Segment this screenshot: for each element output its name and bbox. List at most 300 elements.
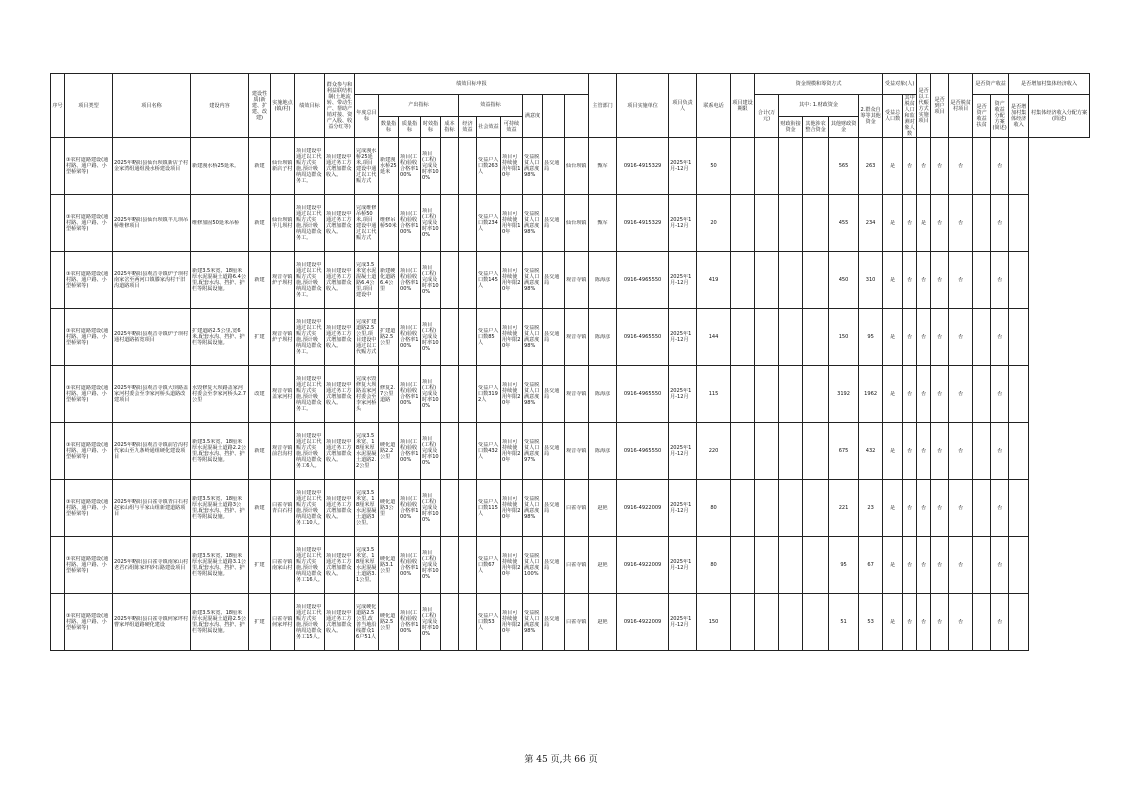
cell-aplan [973,366,991,423]
cell-hh: 否 [903,309,917,366]
cell-phone: 0916-4922009 [617,480,669,537]
cell-type: ③农村道路建设(通村路、通户路、小型桥梁等) [65,537,113,594]
col-fiscal-direct: 财政衔接资金 [779,116,803,138]
cell-cost [441,195,459,252]
cell-unit: 观音寺镇 [565,366,589,423]
cell-quality: 项目(工程)验收合格率100% [399,366,421,423]
cell-seq [51,138,65,195]
cell-ai: 否 [931,309,949,366]
table-row [51,138,1090,195]
cell-pv: 是 [917,195,931,252]
cell-social: 受益户人口数3192人 [477,366,501,423]
cell-cost [441,480,459,537]
cell-f3 [779,366,803,423]
cell-cplan [1009,366,1029,423]
cell-annual: 完成3.5米宽、18厘米厚水泥混凝土道路3.1公里。 [355,537,379,594]
cell-ai: 否 [931,537,949,594]
cell-leader: 赵艳 [589,480,617,537]
cell-period: 2025年1月-12月 [669,537,697,594]
cell-qty: 新建漫水桥25延米 [379,138,399,195]
cell-ap: 否 [949,537,973,594]
cell-satis: 受益脱贫人口满意度98% [523,480,543,537]
cell-loc: 观音寺镇炉子坝村 [271,309,295,366]
cell-nature: 扩建 [249,537,271,594]
cell-goal: 项目建设中通过以工代赈方式实施,预计吸纳周边群众务工。 [295,138,325,195]
col-project-type: 项目类型 [65,74,113,138]
cell-dept: 县交通局 [543,366,565,423]
cell-pv: 否 [917,252,931,309]
cell-ben: 450 [829,252,859,309]
cell-self [803,366,829,423]
cell-name: 2025年略阳县观音寺镇大坝路盖家河村委会至李家河桥头道路改建项目 [113,366,191,423]
cell-content: 新建3.5米宽、18厘米厚水泥混凝土道路3公里,配套水沟、挡护、护栏等附属设施。 [191,480,249,537]
cell-name: 2025年略阳县观音寺镇炉子坝村南家岔至两河口镇滕家沟村干旧沟道路项目 [113,252,191,309]
table-row [51,252,1090,309]
cell-ben: 221 [829,480,859,537]
cell-self [803,195,829,252]
cell-social: 受益户人口数85人 [477,309,501,366]
cell-f1 [731,480,755,537]
cell-ci: 否 [991,309,1009,366]
cell-f2 [755,423,779,480]
cell-pv: 否 [917,366,931,423]
cell-ben: 150 [829,309,859,366]
cell-period: 2025年1月-12月 [669,138,697,195]
cell-social: 受益户人口数234人 [477,195,501,252]
cell-f3 [779,195,803,252]
col-project-name: 项目名称 [113,74,191,138]
col-output: 产出指标 [379,95,459,117]
col-collective-income: 是否增加村集体经济收入 [1009,74,1090,95]
cell-dept: 县交通局 [543,423,565,480]
cell-leader: 甄军 [589,138,617,195]
cell-self [803,594,829,651]
cell-f2 [755,594,779,651]
cell-type: ③农村道路建设(通村路、通户路、小型桥梁等) [65,594,113,651]
cell-content: 新建3.5米宽、18厘米厚水泥混凝土道路3.1公里,配套水沟、挡护、护栏等附属设施。 [191,537,249,594]
cell-loc: 仙台坝镇新店子村 [271,138,295,195]
cell-quality: 项目(工程)验收合格率100% [399,423,421,480]
cell-ap: 否 [949,195,973,252]
cell-poor: 53 [859,594,883,651]
cell-dept: 县交通局 [543,195,565,252]
table-row [51,195,1090,252]
cell-hh: 否 [903,195,917,252]
cell-sustain: 项目可持续使用年限10年 [501,195,523,252]
page-footer: 第 45 页,共 66 页 [524,755,598,765]
cell-mech: 项目建设中通过务工方式增加群众收入。 [325,594,355,651]
col-other-integrated: 其他涉农整合资金 [803,116,829,138]
cell-satis: 受益脱贫人口满意度98% [523,309,543,366]
cell-econ [459,537,477,594]
col-coll-add: 是否增加村集体经济收入 [1009,95,1029,138]
cell-total: 20 [697,195,731,252]
cell-econ [459,309,477,366]
cell-ben: 3192 [829,366,859,423]
cell-period: 2025年1月-12月 [669,309,697,366]
cell-content: 水毁修复大坝路盖家河村委会至李家河桥头2.7公里 [191,366,249,423]
col-asset-income: 是否资产收益 [973,74,1009,95]
cell-mech: 项目建设中通过务工方式增加群众收入。 [325,195,355,252]
cell-social: 受益户人口数145人 [477,252,501,309]
cell-unit: 观音寺镇 [565,309,589,366]
col-total: 合计(万元) [755,95,779,138]
cell-econ [459,594,477,651]
col-social: 社会效益 [477,116,501,138]
cell-ci: 否 [991,138,1009,195]
cell-mech: 项目建设中通过务工方式增加群众收入。 [325,138,355,195]
cell-time: 项目(工程)完成及时率100% [421,594,441,651]
cell-total: 50 [697,138,731,195]
cell-pv: 否 [917,309,931,366]
cell-wr: 是 [883,309,903,366]
cell-f3 [779,480,803,537]
cell-nature: 新建 [249,252,271,309]
cell-cost [441,423,459,480]
cell-nature: 新建 [249,423,271,480]
cell-sustain: 项目可持续使用年限20年 [501,537,523,594]
col-quality: 质量指标 [399,116,421,138]
cell-pv: 否 [917,423,931,480]
cell-econ [459,252,477,309]
cell-unit: 白雀寺镇 [565,480,589,537]
cell-ci: 否 [991,366,1009,423]
cell-leader: 甄军 [589,195,617,252]
cell-social: 受益户人口数115人 [477,480,501,537]
cell-f2 [755,537,779,594]
project-table [50,73,1090,651]
cell-pv: 否 [917,537,931,594]
cell-seq [51,366,65,423]
cell-econ [459,195,477,252]
cell-ai: 否 [931,366,949,423]
cell-phone: 0916-4915329 [617,195,669,252]
col-leader: 项目负责人 [669,74,697,138]
cell-wr: 是 [883,195,903,252]
cell-self [803,309,829,366]
cell-cost [441,366,459,423]
cell-time: 项目(工程)完成及时率100% [421,195,441,252]
cell-content: 新建3.5米宽、18厘米厚水泥混凝土道路6.4公里,配套水沟、挡护、护栏等附属设施。 [191,252,249,309]
cell-ben: 95 [829,537,859,594]
cell-cplan [1009,423,1029,480]
cell-ben: 565 [829,138,859,195]
cell-name: 2025年略阳县观音寺镇炉子坝村通村道路拓宽项目 [113,309,191,366]
col-seq: 序号 [51,74,65,138]
cell-annual: 完成漫水桥25延米,项目建设中通过以工代赈方式 [355,138,379,195]
cell-time: 项目(工程)完成及时率100% [421,252,441,309]
col-self-raise: 2.群众自筹等其他资金 [859,95,883,138]
cell-sustain: 项目可持续使用年限20年 [501,423,523,480]
cell-ai: 否 [931,423,949,480]
cell-f2 [755,480,779,537]
cell-dept: 县交通局 [543,138,565,195]
col-coll-plan: 村集体经济收入分配方案(简述) [1029,95,1090,138]
cell-cplan [1009,537,1029,594]
cell-ap: 否 [949,366,973,423]
cell-annual: 完成3.5米宽、18厘米厚水泥混凝土道路3公里。 [355,480,379,537]
cell-total: 144 [697,309,731,366]
cell-time: 项目(工程)完成及时率100% [421,366,441,423]
col-nature: 建设性质(新建、扩建、改建) [249,74,271,138]
cell-goal: 项目建设中通过以工代赈方式实施,预计吸纳周边群众务工。 [295,252,325,309]
cell-phone: 0916-4922009 [617,594,669,651]
cell-type: ③农村道路建设(通村路、通户路、小型桥梁等) [65,138,113,195]
col-dept: 主管部门 [589,74,617,138]
cell-f2 [755,309,779,366]
cell-leader: 赵艳 [589,537,617,594]
cell-self [803,138,829,195]
cell-name: 2025年略阳县观音寺镇前岩沟村代家山至九条岭通组硬化建设项目 [113,423,191,480]
cell-quality: 项目(工程)验收合格率100% [399,537,421,594]
cell-unit: 仙台坝镇 [565,138,589,195]
col-content: 建设内容 [191,74,249,138]
cell-cost [441,138,459,195]
cell-ap: 否 [949,309,973,366]
cell-wr: 是 [883,480,903,537]
cell-poor: 23 [859,480,883,537]
cell-ben: 51 [829,594,859,651]
cell-aplan [973,195,991,252]
cell-poor: 263 [859,138,883,195]
cell-mech: 项目建设中通过务工方式增加群众收入。 [325,480,355,537]
cell-time: 项目(工程)完成及时率100% [421,423,441,480]
cell-ci: 否 [991,537,1009,594]
cell-quality: 项目(工程)验收合格率100% [399,309,421,366]
cell-f3 [779,309,803,366]
cell-seq [51,195,65,252]
cell-nature: 新建 [249,480,271,537]
cell-satis: 受益脱贫人口满意度97% [523,423,543,480]
cell-social: 受益户人口数67人 [477,537,501,594]
cell-poor: 432 [859,423,883,480]
cell-econ [459,366,477,423]
cell-f2 [755,252,779,309]
cell-f2 [755,138,779,195]
cell-phone: 0916-4965550 [617,309,669,366]
cell-nature: 扩建 [249,309,271,366]
cell-f2 [755,366,779,423]
cell-period: 2025年1月-12月 [669,423,697,480]
cell-cplan [1009,195,1029,252]
cell-name: 2025年略阳县白雀寺镇青白石村赵家山组与平家山组新建道路项目 [113,480,191,537]
cell-satis: 受益脱贫人口满意度98% [523,195,543,252]
cell-seq [51,423,65,480]
cell-aplan [973,309,991,366]
cell-leader: 陈海彦 [589,309,617,366]
cell-loc: 白雀寺镇何家坪村 [271,594,295,651]
col-qty: 数量指标 [379,116,399,138]
cell-loc: 白雀寺镇南家山村 [271,537,295,594]
cell-f1 [731,195,755,252]
cell-pv: 否 [917,594,931,651]
cell-nature: 改建 [249,366,271,423]
col-other-fiscal: 其他财政资金 [829,116,859,138]
cell-wr: 是 [883,594,903,651]
cell-f1 [731,138,755,195]
cell-qty: 硬化道路2.2公里 [379,423,399,480]
col-impl-unit: 项目实施单位 [617,74,669,138]
cell-quality: 项目(工程)验收合格率100% [399,195,421,252]
cell-type: ③农村道路建设(通村路、通户路、小型桥梁等) [65,366,113,423]
col-econ-spacer [543,95,565,138]
cell-quality: 项目(工程)验收合格率100% [399,252,421,309]
cell-content: 新建漫水桥25延米。 [191,138,249,195]
cell-aplan [973,252,991,309]
cell-seq [51,594,65,651]
col-ben-total: 受益总人口数 [883,95,903,138]
cell-phone: 0916-4965550 [617,366,669,423]
cell-sustain: 项目可持续使用年限10年 [501,138,523,195]
cell-name: 2025年略阳县仙台坝镇羊儿坝吊桥维修项目 [113,195,191,252]
cell-quality: 项目(工程)验收合格率100% [399,138,421,195]
cell-social: 受益户人口数263人 [477,138,501,195]
col-perf-goal: 绩效目标 [295,74,325,138]
cell-sustain: 项目可持续使用年限20年 [501,480,523,537]
cell-seq [51,252,65,309]
cell-aplan [973,423,991,480]
col-annual-goal: 年度总目标 [355,95,379,138]
cell-satis: 受益脱贫人口满意度98% [523,138,543,195]
cell-poor: 67 [859,537,883,594]
col-asset-plan: 资产收益分配方案(简述) [991,95,1009,138]
col-cost: 成本指标 [441,116,459,138]
cell-goal: 项目建设中通过以工代赈方式实施,预计吸纳周边群众务工。 [295,195,325,252]
cell-total: 150 [697,594,731,651]
cell-seq [51,480,65,537]
cell-mech: 项目建设中通过务工方式增加群众收入。 [325,537,355,594]
cell-satis: 受益脱贫人口满意度98% [523,252,543,309]
table-body [51,138,1090,651]
col-period: 项目建设期限 [731,74,755,138]
table-row [51,309,1090,366]
cell-ci: 否 [991,480,1009,537]
cell-f1 [731,366,755,423]
project-table-sheet [50,73,1090,651]
cell-wr: 是 [883,423,903,480]
cell-f1 [731,252,755,309]
cell-annual: 完成3.5米宽、18厘米厚水泥混凝土道路2.2公里 [355,423,379,480]
cell-loc: 观音寺镇盖家河村 [271,366,295,423]
cell-unit: 白雀寺镇 [565,594,589,651]
cell-mech: 项目建设中通过务工方式增加群众收入。 [325,309,355,366]
cell-name: 2025年略阳县仙台坝镇新店子村金家湾组通组漫水桥建设项目 [113,138,191,195]
cell-ai: 否 [931,480,949,537]
cell-aplan [973,480,991,537]
cell-annual: 完成3.5米宽水泥混凝土道路6.4公里,项目建设中 [355,252,379,309]
cell-ai: 否 [931,594,949,651]
cell-total: 80 [697,480,731,537]
cell-ap: 否 [949,594,973,651]
cell-quality: 项目(工程)验收合格率100% [399,594,421,651]
cell-seq [51,537,65,594]
cell-f3 [779,594,803,651]
cell-phone: 0916-4915329 [617,138,669,195]
cell-self [803,252,829,309]
cell-loc: 观音寺镇前岩沟村 [271,423,295,480]
cell-cost [441,537,459,594]
cell-poor: 234 [859,195,883,252]
cell-ap: 否 [949,423,973,480]
cell-loc: 白雀寺镇青白石村 [271,480,295,537]
cell-total: 419 [697,252,731,309]
cell-satis: 受益脱贫人口满意度98% [523,366,543,423]
cell-mech: 项目建设中通过务工方式增加群众收入。 [325,423,355,480]
cell-f3 [779,252,803,309]
table-row [51,423,1090,480]
cell-dept: 县交通局 [543,480,565,537]
col-fund: 资金规模和筹资方式 [755,74,883,95]
cell-goal: 项目建设中通过以工代赈方式实施,预计吸纳周边群众务工。 [295,309,325,366]
cell-nature: 扩建 [249,594,271,651]
cell-pv: 否 [917,138,931,195]
cell-ci: 否 [991,195,1009,252]
table-row [51,366,1090,423]
table-row [51,480,1090,537]
col-perf-index: 绩效目标申报 [355,74,589,95]
cell-wr: 是 [883,537,903,594]
cell-type: ③农村道路建设(通村路、通户路、小型桥梁等) [65,195,113,252]
cell-cplan [1009,594,1029,651]
cell-ben: 455 [829,195,859,252]
cell-ap: 否 [949,252,973,309]
col-beneficiary: 受益对象(人) [883,74,917,95]
cell-goal: 项目建设中通过以工代赈方式实施,预计吸纳周边群众务工。 [295,366,325,423]
cell-qty: 硬化道路3.1公里 [379,537,399,594]
cell-ap: 否 [949,138,973,195]
cell-leader: 赵艳 [589,594,617,651]
cell-qty: 硬化道路3公里 [379,480,399,537]
cell-type: ③农村道路建设(通村路、通户路、小型桥梁等) [65,309,113,366]
cell-annual: 完成维修吊桥50米,项目建设中通过以工代赈方式 [355,195,379,252]
cell-ap: 否 [949,480,973,537]
col-sustain: 可持续效益 [501,116,523,138]
cell-nature: 新建 [249,138,271,195]
cell-phone: 0916-4965550 [617,252,669,309]
cell-phone: 0916-4965550 [617,423,669,480]
cell-f1 [731,423,755,480]
cell-f1 [731,594,755,651]
cell-leader: 陈海彦 [589,252,617,309]
cell-ai: 否 [931,138,949,195]
cell-time: 项目(工程)完成及时率100% [421,309,441,366]
cell-sustain: 项目可持续使用年限20年 [501,309,523,366]
cell-self [803,423,829,480]
cell-f2 [755,195,779,252]
cell-goal: 项目建设中通过以工代赈方式实施,预计吸纳周边群众务工16人。 [295,537,325,594]
table-row [51,537,1090,594]
cell-f3 [779,138,803,195]
col-of-which: 其中: 1.财政资金 [779,95,859,117]
cell-sustain: 项目可持续使用年限20年 [501,252,523,309]
cell-social: 受益户人口数53人 [477,594,501,651]
cell-wr: 是 [883,252,903,309]
cell-f1 [731,537,755,594]
table-row [51,594,1090,651]
cell-cplan [1009,138,1029,195]
cell-ci: 否 [991,423,1009,480]
cell-poor: 1962 [859,366,883,423]
cell-cost [441,309,459,366]
cell-type: ③农村道路建设(通村路、通户路、小型桥梁等) [65,480,113,537]
cell-pv: 否 [917,480,931,537]
cell-annual: 完成扩建道路2.5公里,项目建设中通过以工代赈方式 [355,309,379,366]
cell-self [803,480,829,537]
cell-annual: 完成水毁修复大坝路盖家河村委会至李家河桥头 [355,366,379,423]
cell-total: 80 [697,537,731,594]
cell-annual: 完成硬化道路2.5公里,改善当地沿线群众16户51人 [355,594,379,651]
cell-phone: 0916-4922009 [617,537,669,594]
